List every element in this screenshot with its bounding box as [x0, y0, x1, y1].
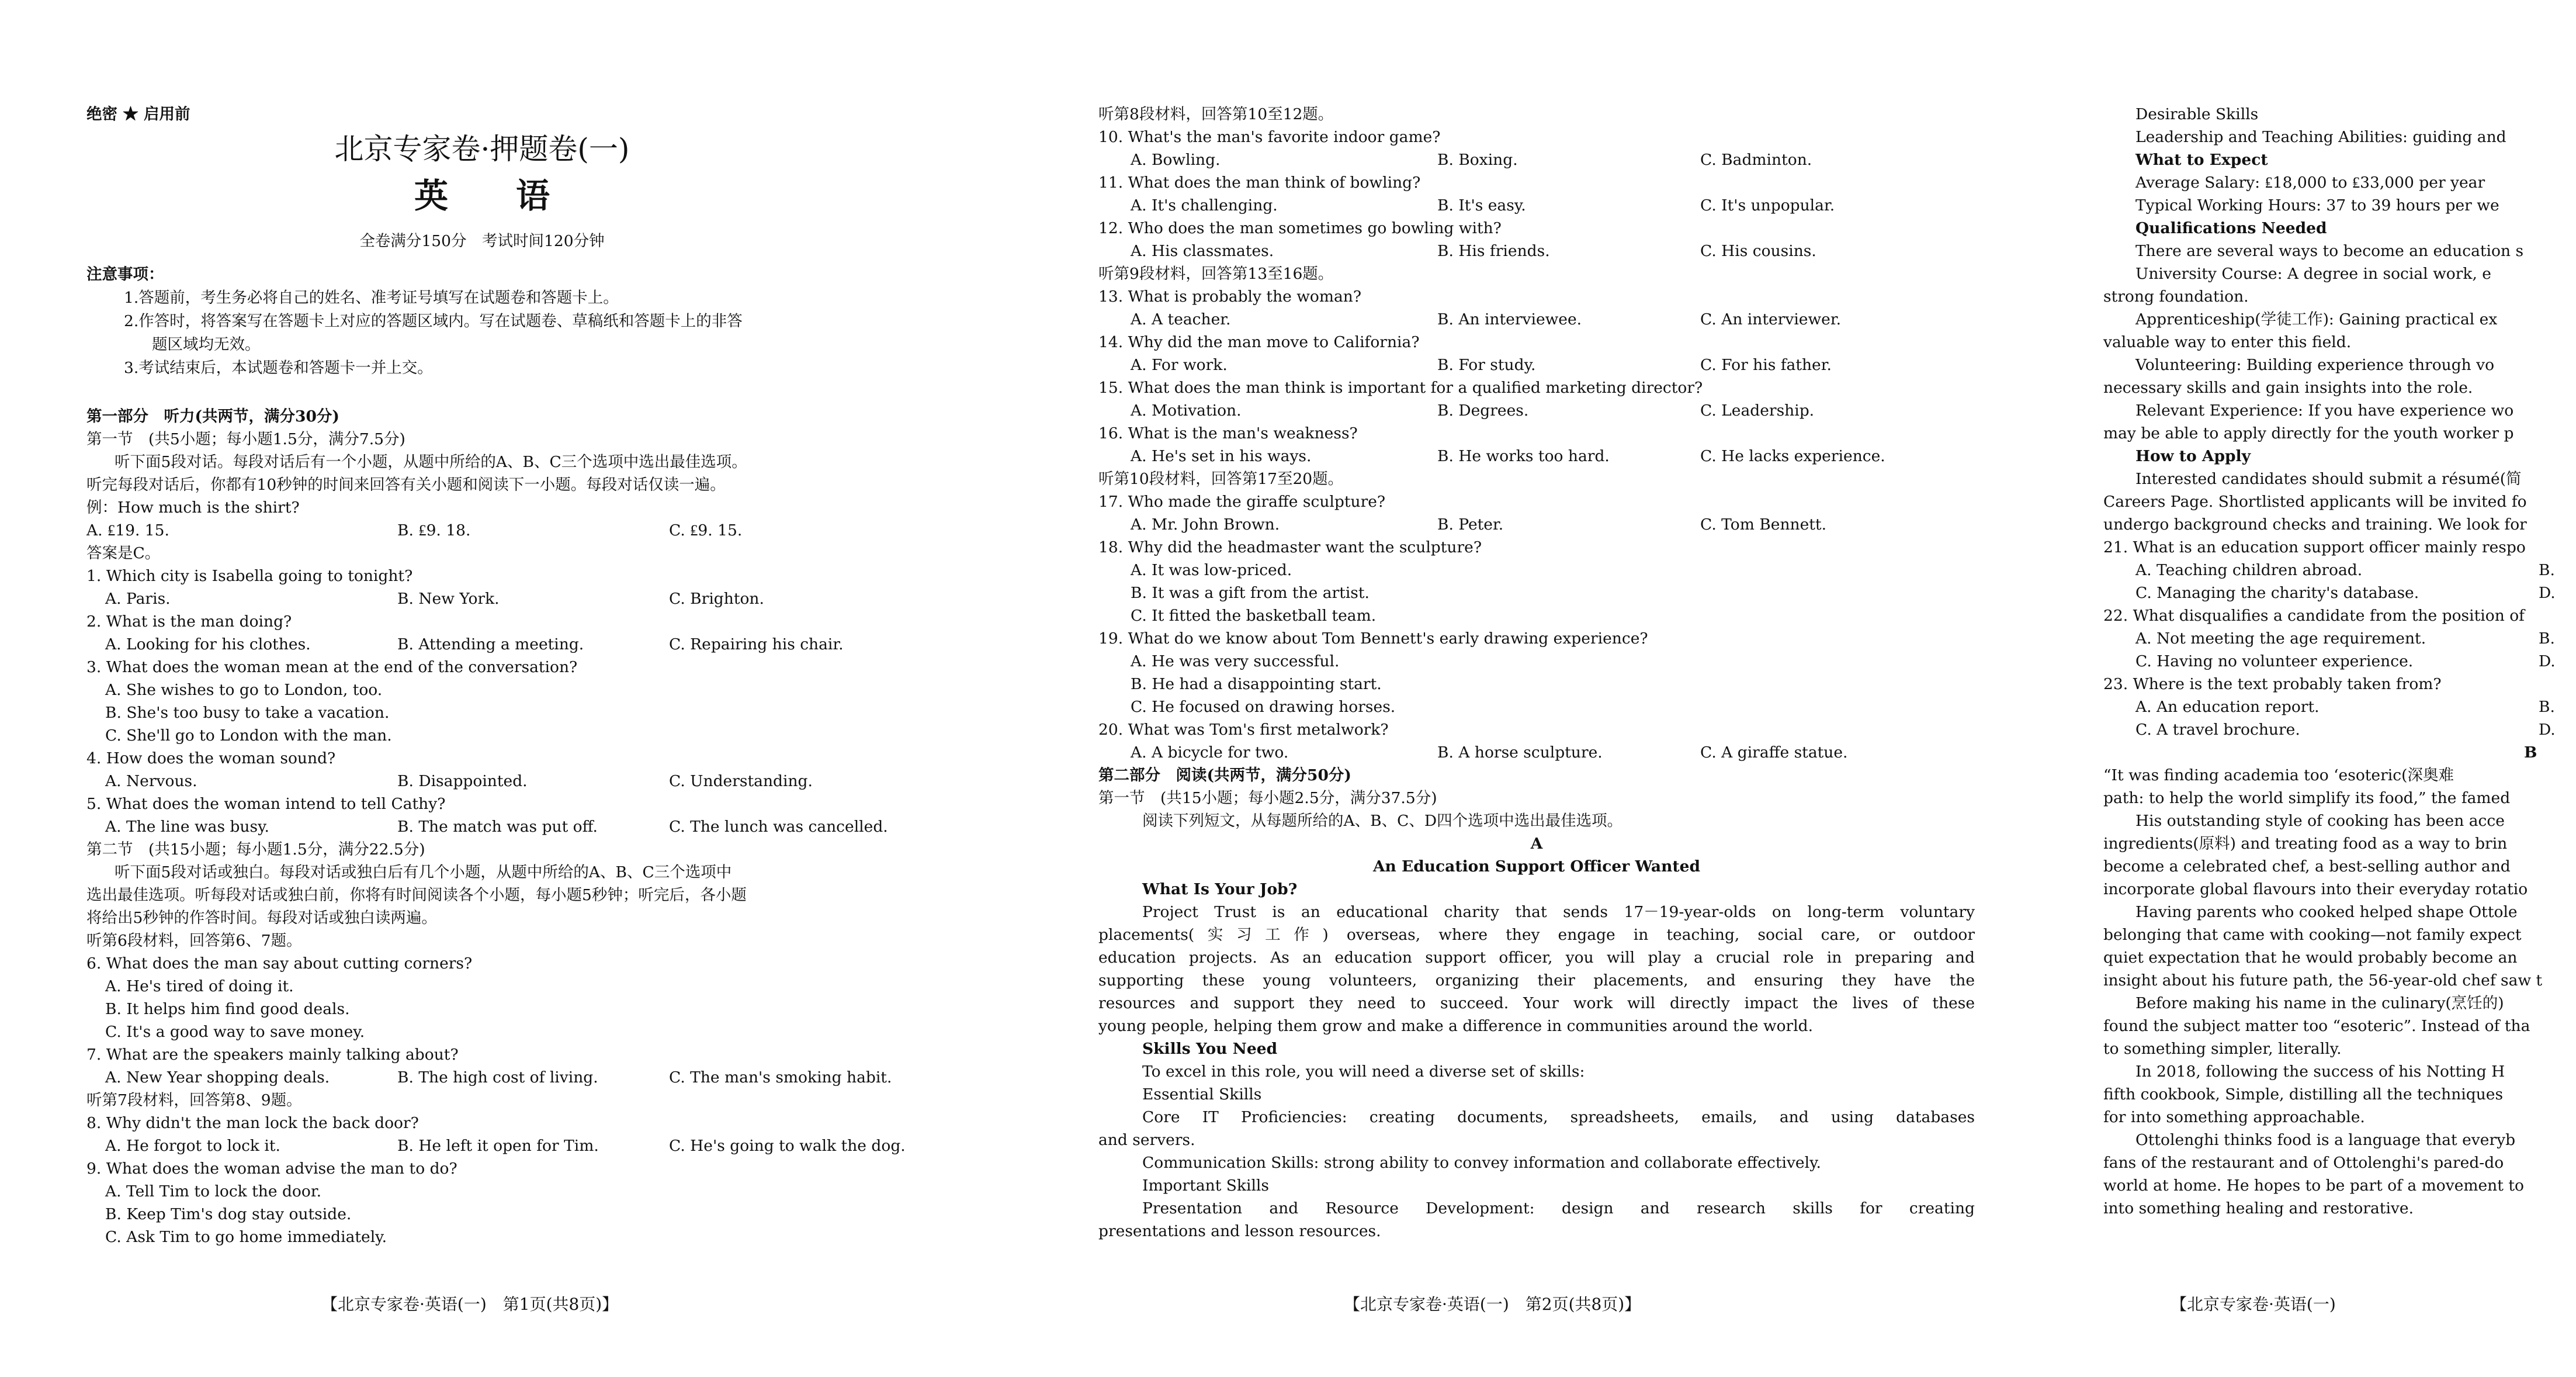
text-line: A. He's set in his ways.: [1131, 447, 1312, 465]
text-line: C. It's a good way to save money.: [105, 1023, 365, 1041]
text-line: University Course: A degree in social work, e: [2135, 265, 2491, 283]
text-line: B. An interviewee.: [1437, 310, 1582, 328]
text-line: A. Bowling.: [1131, 151, 1221, 169]
text-line: 听第8段材料，回答第10至12题。: [1098, 105, 1334, 123]
text-line: 绝密 ★ 启用前: [86, 105, 190, 123]
text-line: C. A giraffe statue.: [1700, 743, 1848, 762]
text-line: 听下面5段对话或独白。每段对话或独白后有几个小题，从题中所给的A、B、C三个选项中: [115, 863, 732, 881]
text-line: A. Teaching children abroad.: [2135, 561, 2363, 579]
text-line: D.: [2539, 721, 2556, 739]
text-line: to something simpler, literally.: [2103, 1040, 2342, 1058]
text-line: may be able to apply directly for the youth worker p: [2103, 424, 2514, 442]
text-line: Presentation and Resource Development: design and research skills for creating: [1142, 1199, 1975, 1217]
text-line: A. He was very successful.: [1131, 652, 1340, 670]
text-line: A. He forgot to lock it.: [105, 1137, 280, 1155]
text-line: 听第9段材料，回答第13至16题。: [1098, 265, 1334, 283]
page-3: [2103, 0, 2576, 1377]
text-line: A. For work.: [1131, 356, 1228, 374]
text-line: Leadership and Teaching Abilities: guiding and: [2135, 128, 2506, 146]
text-line: A. ₤19. 15.: [86, 521, 169, 539]
text-line: A. A teacher.: [1131, 310, 1231, 328]
text-line: A. His classmates.: [1131, 242, 1274, 260]
text-line: B. New York.: [397, 590, 500, 608]
text-line: C. It's unpopular.: [1700, 196, 1835, 214]
text-line: 选出最佳选项。听每段对话或独白前，你将有时间阅读各个小题，每小题5秒钟；听完后，各小题: [86, 886, 747, 904]
text-line: 6. What does the man say about cutting corners?: [86, 954, 473, 973]
text-line: 1. Which city is Isabella going to tonight?: [86, 567, 413, 585]
text-line: Apprenticeship(学徒工作): Gaining practical ex: [2135, 310, 2498, 328]
text-line: A. A bicycle for two.: [1131, 743, 1289, 762]
text-line: His outstanding style of cooking has been acce: [2135, 812, 2505, 830]
text-line: and servers.: [1098, 1131, 1195, 1149]
text-line: 3. What does the woman mean at the end of the conversation?: [86, 658, 578, 676]
text-line: presentations and lesson resources.: [1098, 1222, 1381, 1240]
text-line: B. He left it open for Tim.: [397, 1137, 599, 1155]
text-line: path: to help the world simplify its food,” the famed: [2103, 789, 2511, 807]
text-line: 10. What's the man's favorite indoor game?: [1098, 128, 1441, 146]
text-line: Average Salary: ₤18,000 to ₤33,000 per year: [2135, 174, 2485, 192]
text-line: B. It's easy.: [1437, 196, 1526, 214]
text-line: found the subject matter too “esoteric”. Instead of tha: [2103, 1017, 2530, 1035]
text-line: A. The line was busy.: [105, 818, 269, 836]
text-line: B.: [2539, 629, 2555, 648]
text-line: 12. Who does the man sometimes go bowling with?: [1098, 219, 1502, 237]
text-line: become a celebrated chef, a best-selling author and: [2103, 857, 2511, 876]
text-line: What to Expect: [2135, 151, 2268, 169]
text-line: B. Disappointed.: [397, 772, 528, 790]
exam-title: 北京专家卷·押题卷(一): [334, 132, 630, 166]
text-line: insight about his future path, the 56-year-old chef saw t: [2103, 971, 2543, 989]
text-line: B. For study.: [1437, 356, 1536, 374]
text-line: 18. Why did the headmaster want the sculpture?: [1098, 538, 1482, 556]
text-line: 第一节 (共5小题；每小题1.5分，满分7.5分): [86, 430, 405, 448]
text-line: C. He focused on drawing horses.: [1131, 698, 1396, 716]
text-line: 15. What does the man think is important for a qualified marketing director?: [1098, 379, 1703, 397]
text-line: A. He's tired of doing it.: [105, 977, 294, 995]
text-line: Volunteering: Building experience through vo: [2135, 356, 2495, 374]
text-line: Communication Skills: strong ability to convey information and collaborate effectively.: [1142, 1154, 1821, 1172]
text-line: belonging that came with cooking—not family expect: [2103, 926, 2522, 944]
text-line: 7. What are the speakers mainly talking about?: [86, 1046, 459, 1064]
text-line: To excel in this role, you will need a diverse set of skills:: [1142, 1063, 1585, 1081]
text-line: 19. What do we know about Tom Bennett's early drawing experience?: [1098, 629, 1648, 648]
text-line: B. It was a gift from the artist.: [1131, 584, 1370, 602]
text-line: Relevant Experience: If you have experience wo: [2135, 402, 2514, 420]
text-line: A. Mr. John Brown.: [1131, 515, 1280, 534]
text-line: C. For his father.: [1700, 356, 1832, 374]
text-line: B. Peter.: [1437, 515, 1504, 534]
text-line: B. A horse sculpture.: [1437, 743, 1603, 762]
text-line: 题区域均无效。: [152, 335, 261, 354]
text-line: C. The lunch was cancelled.: [669, 818, 888, 836]
text-line: strong foundation.: [2103, 288, 2249, 306]
text-line: 听第6段材料，回答第6、7题。: [86, 932, 302, 950]
text-line: Before making his name in the culinary(烹饪的): [2135, 994, 2504, 1012]
text-line: 4. How does the woman sound?: [86, 749, 336, 767]
text-line: A: [1530, 835, 1543, 853]
text-line: A. Tell Tim to lock the door.: [105, 1182, 322, 1200]
text-line: Project Trust is an educational charity that sends 17－19-year-olds on long-term voluntary: [1142, 903, 1975, 921]
text-line: C. He lacks experience.: [1700, 447, 1885, 465]
text-line: A. New Year shopping deals.: [105, 1068, 330, 1087]
text-line: B. It helps him find good deals.: [105, 1000, 350, 1018]
page-footer: 【北京专家卷·英语(一) 第2页(共8页)】: [1344, 1295, 1641, 1314]
text-line: C. Ask Tim to go home immediately.: [105, 1228, 387, 1246]
text-line: 5. What does the woman intend to tell Cathy?: [86, 795, 446, 813]
text-line: Core IT Proficiencies: creating documents, spreadsheets, emails, and using databases: [1142, 1108, 1975, 1126]
text-line: Qualifications Needed: [2135, 219, 2327, 237]
text-line: 21. What is an education support officer mainly respo: [2103, 538, 2526, 556]
text-line: valuable way to enter this field.: [2103, 333, 2352, 351]
text-line: D.: [2539, 584, 2556, 602]
text-line: C. It fitted the basketball team.: [1131, 607, 1377, 625]
text-line: C. ₤9. 15.: [669, 521, 743, 539]
text-line: B. Degrees.: [1437, 402, 1529, 420]
text-line: fans of the restaurant and of Ottolenghi's pared-do: [2103, 1154, 2504, 1172]
text-line: 13. What is probably the woman?: [1098, 288, 1362, 306]
text-line: necessary skills and gain insights into the role.: [2103, 379, 2473, 397]
text-line: C. A travel brochure.: [2135, 721, 2300, 739]
text-line: Having parents who cooked helped shape Ottole: [2135, 903, 2518, 921]
text-line: B. His friends.: [1437, 242, 1550, 260]
text-line: B: [2524, 743, 2537, 762]
text-line: 第二节 (共15小题；每小题1.5分，满分22.5分): [86, 840, 425, 859]
text-line: In 2018, following the success of his Notting H: [2135, 1063, 2505, 1081]
text-line: undergo background checks and training. We look for: [2103, 515, 2527, 534]
text-line: 17. Who made the giraffe sculpture?: [1098, 493, 1386, 511]
text-line: placements(实习工作) overseas, where they engage in teaching, social care, or outdoor: [1098, 926, 1975, 944]
text-line: A. An education report.: [2135, 698, 2320, 716]
text-line: 答案是C。: [86, 544, 161, 562]
text-line: Interested candidates should submit a résumé(简: [2135, 470, 2522, 488]
text-line: 例：How much is the shirt?: [86, 499, 300, 517]
text-line: C. Brighton.: [669, 590, 764, 608]
text-line: into something healing and restorative.: [2103, 1199, 2414, 1217]
text-line: 注意事项：: [86, 265, 164, 283]
text-line: C. Badminton.: [1700, 151, 1812, 169]
text-line: C. He's going to walk the dog.: [669, 1137, 906, 1155]
text-line: 16. What is the man's weakness?: [1098, 424, 1358, 442]
text-line: B. The match was put off.: [397, 818, 598, 836]
text-line: C. The man's smoking habit.: [669, 1068, 892, 1087]
text-line: 2. What is the man doing?: [86, 613, 292, 631]
text-line: 3.考试结束后，本试题卷和答题卡一并上交。: [124, 359, 433, 377]
text-line: 将给出5秒钟的作答时间。每段对话或独白读两遍。: [86, 909, 437, 927]
text-line: Desirable Skills: [2135, 105, 2259, 123]
page-2: [1098, 0, 1992, 1377]
text-line: There are several ways to become an education s: [2135, 242, 2524, 260]
text-line: 阅读下列短文，从每题所给的A、B、C、D四个选项中选出最佳选项。: [1142, 812, 1623, 830]
text-line: 2.作答时，将答案写在答题卡上对应的答题区域内。写在试题卷、草稿纸和答题卡上的非答: [124, 312, 743, 330]
text-line: incorporate global flavours into their everyday rotatio: [2103, 880, 2528, 898]
text-line: C. An interviewer.: [1700, 310, 1842, 328]
text-line: A. Not meeting the age requirement.: [2135, 629, 2426, 648]
text-line: C. Managing the charity's database.: [2135, 584, 2419, 602]
text-line: 听下面5段对话。每段对话后有一个小题，从题中所给的A、B、C三个选项中选出最佳选项。: [115, 453, 747, 471]
text-line: C. Leadership.: [1700, 402, 1815, 420]
text-line: Skills You Need: [1142, 1040, 1278, 1058]
text-line: B.: [2539, 698, 2555, 716]
text-line: 11. What does the man think of bowling?: [1098, 174, 1421, 192]
text-line: How to Apply: [2135, 447, 2251, 465]
text-line: supporting these young volunteers, organizing their placements, and ensuring they have the: [1098, 971, 1975, 989]
text-line: C. Understanding.: [669, 772, 813, 790]
text-line: 9. What does the woman advise the man to do?: [86, 1160, 457, 1178]
text-line: 听完每段对话后，你都有10秒钟的时间来回答有关小题和阅读下一小题。每段对话仅读一遍。: [86, 476, 726, 494]
text-line: 听第10段材料，回答第17至20题。: [1098, 470, 1344, 488]
text-line: B.: [2539, 561, 2555, 579]
text-line: 第一部分 听力(共两节，满分30分): [86, 407, 339, 425]
text-line: ingredients(原料) and treating food as a way to brin: [2103, 835, 2508, 853]
text-line: 14. Why did the man move to California?: [1098, 333, 1420, 351]
text-line: B. She's too busy to take a vacation.: [105, 704, 390, 722]
text-line: An Education Support Officer Wanted: [1372, 857, 1700, 876]
text-line: for into something approachable.: [2103, 1108, 2365, 1126]
text-line: D.: [2539, 652, 2556, 670]
text-line: B. Keep Tim's dog stay outside.: [105, 1205, 352, 1223]
text-line: Ottolenghi thinks food is a language that everyb: [2135, 1131, 2516, 1149]
text-line: Careers Page. Shortlisted applicants will be invited fo: [2103, 493, 2527, 511]
text-line: 8. Why didn't the man lock the back door?: [86, 1114, 419, 1132]
text-line: A. Nervous.: [105, 772, 197, 790]
subject-title: 英 语: [414, 176, 550, 216]
text-line: C. She'll go to London with the man.: [105, 726, 392, 745]
text-line: C. Repairing his chair.: [669, 635, 844, 653]
text-line: C. His cousins.: [1700, 242, 1816, 260]
text-line: A. It's challenging.: [1131, 196, 1278, 214]
text-line: B. Attending a meeting.: [397, 635, 584, 653]
text-line: B. The high cost of living.: [397, 1068, 598, 1087]
text-line: A. Looking for his clothes.: [105, 635, 311, 653]
text-line: C. Having no volunteer experience.: [2135, 652, 2414, 670]
text-line: 第二部分 阅读(共两节，满分50分): [1098, 766, 1351, 784]
page-footer: 【北京专家卷·英语(一) 第1页(共8页)】: [321, 1295, 619, 1314]
page-footer: 【北京专家卷·英语(一): [2171, 1295, 2336, 1314]
text-line: C. Tom Bennett.: [1700, 515, 1826, 534]
text-line: 全卷满分150分 考试时间120分钟: [359, 232, 605, 250]
text-line: quiet expectation that he would probably become an: [2103, 949, 2518, 967]
text-line: B. He works too hard.: [1437, 447, 1610, 465]
text-line: Essential Skills: [1142, 1085, 1262, 1103]
text-line: Typical Working Hours: 37 to 39 hours per we: [2135, 196, 2499, 214]
text-line: 第一节 (共15小题；每小题2.5分，满分37.5分): [1098, 789, 1437, 807]
text-line: 22. What disqualifies a candidate from the position of: [2103, 607, 2525, 625]
text-line: world at home. He hopes to be part of a movement to: [2103, 1177, 2524, 1195]
text-line: 听第7段材料，回答第8、9题。: [86, 1091, 302, 1109]
text-line: B. Boxing.: [1437, 151, 1518, 169]
text-line: “It was finding academia too ‘esoteric(深奥难: [2103, 766, 2454, 784]
text-line: resources and support they need to succeed. Your work will directly impact the lives of these: [1098, 994, 1975, 1012]
text-line: What Is Your Job?: [1142, 880, 1298, 898]
text-line: B. He had a disappointing start.: [1131, 675, 1382, 693]
text-line: A. It was low-priced.: [1131, 561, 1292, 579]
text-line: young people, helping them grow and make a difference in communities around the world.: [1098, 1017, 1814, 1035]
text-line: 23. Where is the text probably taken from?: [2103, 675, 2442, 693]
text-line: fifth cookbook, Simple, distilling all the techniques: [2103, 1085, 2504, 1103]
text-line: B. ₤9. 18.: [397, 521, 471, 539]
text-line: 20. What was Tom's first metalwork?: [1098, 721, 1389, 739]
text-line: 1.答题前，考生务必将自己的姓名、准考证号填写在试题卷和答题卡上。: [124, 289, 619, 307]
text-line: A. Motivation.: [1131, 402, 1242, 420]
text-line: Important Skills: [1142, 1177, 1270, 1195]
page-1: [0, 0, 964, 1377]
text-line: A. Paris.: [105, 590, 171, 608]
text-line: education projects. As an education support officer, you will play a crucial role in preparing and: [1098, 949, 1975, 967]
text-line: A. She wishes to go to London, too.: [105, 681, 383, 699]
